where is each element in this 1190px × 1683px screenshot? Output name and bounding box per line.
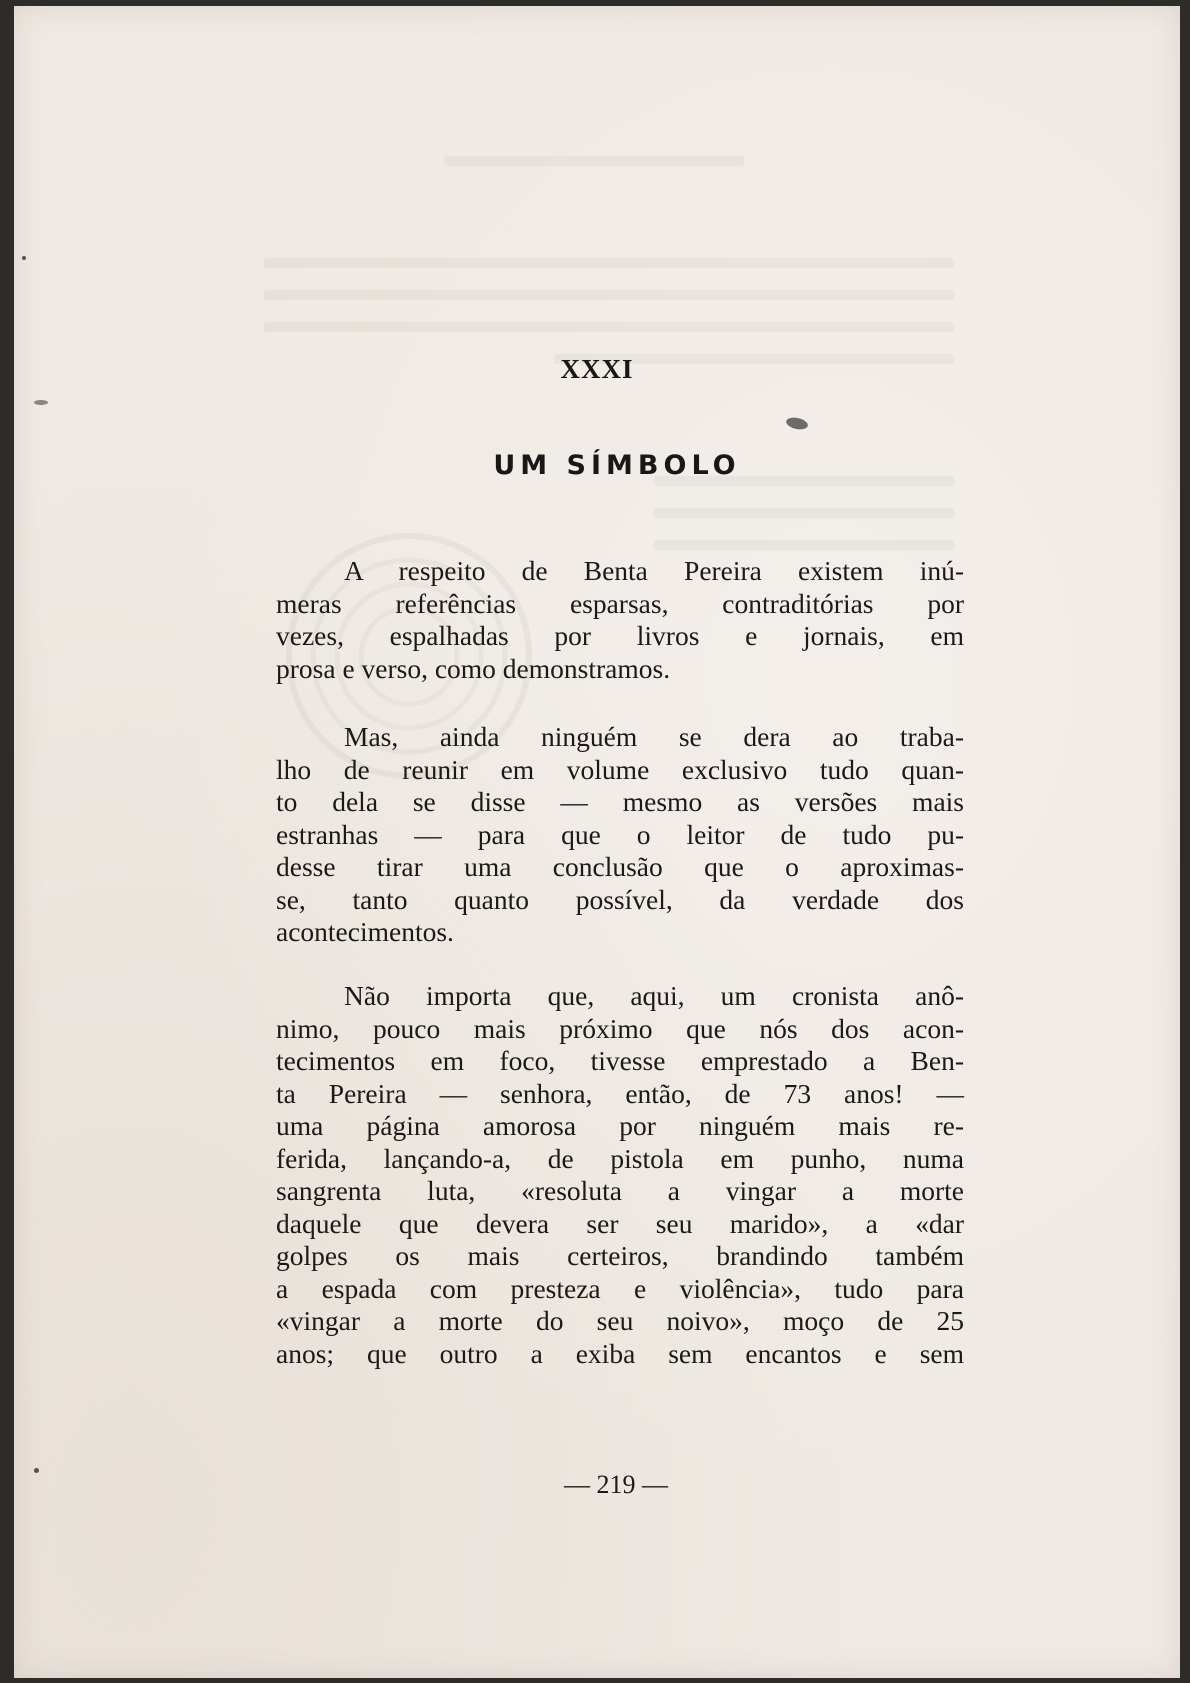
text-line: desse tirar uma conclusão que o aproximas- bbox=[276, 851, 964, 882]
text-line: se, tanto quanto possível, da verdade dos bbox=[276, 883, 964, 915]
text-line: A respeito de Benta Pereira existem inú- bbox=[344, 555, 964, 586]
chapter-title: UM SÍMBOLO bbox=[493, 450, 741, 481]
text-line: golpes os mais certeiros, brandindo também bbox=[276, 1240, 964, 1271]
text-line: ta Pereira — senhora, então, de 73 anos! — bbox=[276, 1077, 964, 1109]
margin-speck bbox=[34, 400, 48, 405]
text-line: Mas, ainda ninguém se dera ao traba- bbox=[344, 721, 964, 752]
ink-blot bbox=[785, 416, 809, 431]
book-page bbox=[14, 6, 1180, 1678]
paragraph-2 bbox=[276, 721, 964, 949]
text-line: tecimentos em foco, tivesse emprestado a Ben- bbox=[276, 1045, 964, 1076]
text-line: nimo, pouco mais próximo que nós dos acon- bbox=[276, 1012, 964, 1044]
chapter-number: XXXI bbox=[560, 354, 634, 384]
margin-speck bbox=[22, 256, 26, 260]
text-line: anos; que outro a exiba sem encantos e sem bbox=[276, 1337, 964, 1369]
text-line: daquele que devera ser seu marido», a «dar bbox=[276, 1207, 964, 1239]
text-line: acontecimentos. bbox=[276, 916, 454, 947]
paragraph-1 bbox=[276, 555, 964, 685]
text-line: lho de reunir em volume exclusivo tudo quan- bbox=[276, 753, 964, 785]
text-line: sangrenta luta, «resoluta a vingar a morte bbox=[276, 1175, 964, 1206]
text-line: Não importa que, aqui, um cronista anô- bbox=[344, 980, 964, 1011]
text-line: vezes, espalhadas por livros e jornais, em bbox=[276, 620, 964, 651]
text-line: to dela se disse — mesmo as versões mais bbox=[276, 786, 964, 817]
text-line: uma página amorosa por ninguém mais re- bbox=[276, 1110, 964, 1141]
text-line: estranhas — para que o leitor de tudo pu- bbox=[276, 818, 964, 850]
text-line: prosa e verso, como demonstramos. bbox=[276, 652, 671, 684]
text-line: a espada com presteza e violência», tudo para bbox=[276, 1272, 964, 1304]
page-number: — 219 — bbox=[564, 1470, 668, 1499]
text-line: ferida, lançando-a, de pistola em punho, numa bbox=[276, 1142, 964, 1174]
text-line: meras referências esparsas, contraditórias por bbox=[276, 587, 964, 619]
paragraph-3 bbox=[276, 980, 964, 1370]
text-line: «vingar a morte do seu noivo», moço de 25 bbox=[276, 1305, 964, 1336]
